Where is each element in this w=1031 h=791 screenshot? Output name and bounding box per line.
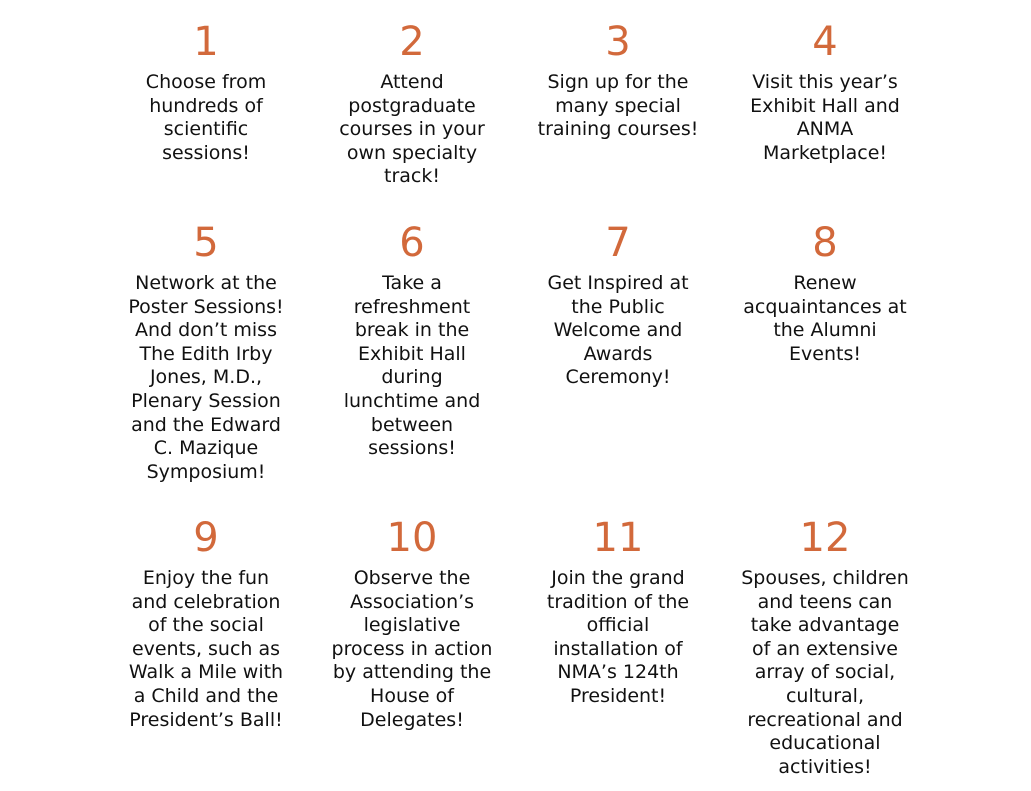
reason-item-1 (118, 19, 294, 165)
reason-number: 8 (812, 220, 838, 266)
reason-number: 4 (812, 19, 838, 65)
reason-number: 2 (399, 19, 425, 65)
reason-text: Get Inspired at the Public Welcome and Awards Ceremony! (547, 272, 689, 389)
reason-text: Choose from hundreds of scientific sessions! (145, 71, 267, 164)
reason-number: 6 (399, 220, 425, 266)
reason-text: Spouses, children and teens can take advantage of an extensive array of social, cultural, recreational and educational activities! (741, 567, 909, 778)
reason-item-9 (118, 515, 294, 732)
reason-number: 1 (193, 19, 219, 65)
reason-text: Visit this year’s Exhibit Hall and ANMA Marketplace! (750, 71, 900, 164)
reason-text: Sign up for the many special training courses! (537, 71, 699, 141)
reason-number: 9 (193, 515, 219, 561)
reason-text: Network at the Poster Sessions! And don’t miss The Edith Irby Jones, M.D., Plenary Session and the Edward C. Mazique Symposium! (128, 272, 284, 483)
reason-number: 11 (592, 515, 644, 561)
reason-text: Take a refreshment break in the Exhibit Hall during lunchtime and between sessions! (343, 272, 481, 460)
reason-item-5 (118, 220, 294, 484)
reason-item-6 (324, 220, 500, 461)
reason-item-7 (530, 220, 706, 390)
reason-text: Observe the Association’s legislative process in action by attending the House of Delegates! (331, 567, 493, 731)
reason-text: Join the grand tradition of the official installation of NMA’s 124th President! (546, 567, 690, 707)
reason-text: Attend postgraduate courses in your own specialty track! (339, 71, 485, 188)
reason-item-2 (324, 19, 500, 189)
reason-item-11 (530, 515, 706, 709)
reason-item-8 (737, 220, 913, 366)
reason-text: Renew acquaintances at the Alumni Events! (743, 272, 907, 365)
reason-number: 7 (605, 220, 631, 266)
reason-item-3 (530, 19, 706, 142)
reason-item-10 (324, 515, 500, 732)
reason-text: Enjoy the fun and celebration of the social events, such as Walk a Mile with a Child and the President’s Ball! (128, 567, 284, 731)
reason-number: 3 (605, 19, 631, 65)
reason-number: 5 (193, 220, 219, 266)
reason-number: 12 (799, 515, 851, 561)
reason-item-4 (737, 19, 913, 165)
reason-number: 10 (386, 515, 438, 561)
reason-item-12 (737, 515, 913, 779)
